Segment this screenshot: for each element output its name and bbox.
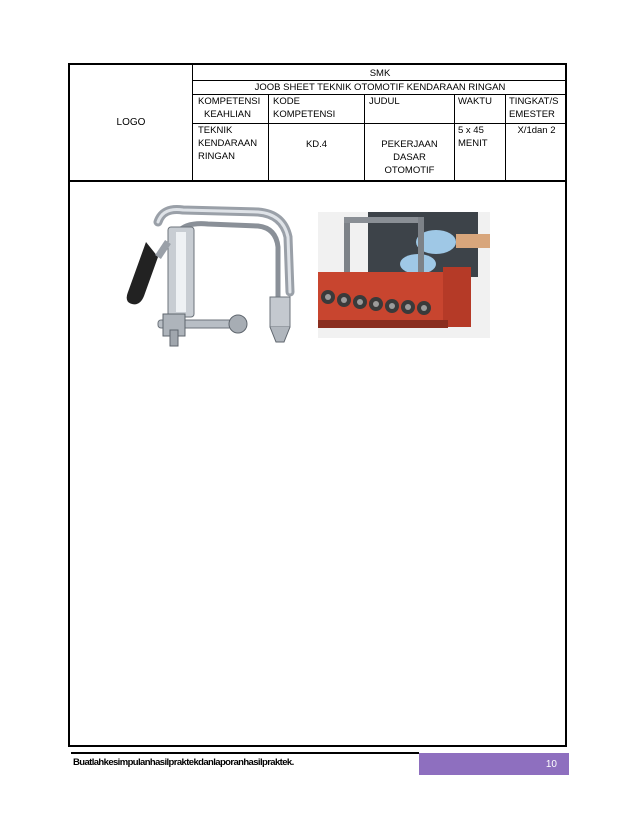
value-kompetensi — [198, 124, 266, 163]
value-kode: KD.4 — [305, 139, 328, 150]
footer-rule — [71, 752, 419, 754]
logo-label: LOGO — [116, 117, 146, 128]
job-sheet-frame — [68, 63, 567, 747]
value-kompetensi-line2: KENDARAAN — [198, 138, 258, 149]
page-number: 10 — [545, 758, 557, 770]
header-kompetensi — [198, 95, 266, 121]
valve-spring-compressor-image — [118, 202, 303, 350]
header-tingkat-line1: TINGKAT/S — [509, 96, 559, 107]
header-waktu: WAKTU — [458, 96, 492, 107]
header-judul: JUDUL — [369, 96, 400, 107]
value-judul-line3: OTOMOTIF — [384, 165, 435, 176]
value-waktu — [458, 124, 504, 150]
cylinder-head-work-image — [318, 212, 490, 338]
value-kompetensi-line1: TEKNIK — [198, 125, 233, 136]
value-judul — [365, 138, 454, 177]
header-tingkat-line2: EMESTER — [509, 109, 555, 120]
sheet-title: JOOB SHEET TEKNIK OTOMOTIF KENDARAAN RINGAN — [254, 82, 506, 93]
divider — [505, 94, 506, 180]
school-name: SMK — [369, 68, 391, 79]
header-table — [70, 65, 565, 182]
footer-instruction: Buatlahkesimpulanhasilpraktekdanlaporanhasilpraktek. — [73, 757, 294, 768]
value-waktu-line2: MENIT — [458, 138, 488, 149]
header-kompetensi-line2: KEAHLIAN — [204, 109, 251, 120]
divider — [454, 94, 455, 180]
divider — [268, 94, 269, 180]
page-number-box — [419, 753, 569, 775]
header-kompetensi-line1: KOMPETENSI — [198, 96, 261, 107]
logo-cell — [70, 65, 193, 180]
header-kode-line2: KOMPETENSI — [273, 109, 336, 120]
value-kompetensi-line3: RINGAN — [198, 151, 235, 162]
value-judul-line2: DASAR — [393, 152, 426, 163]
header-kode-line1: KODE — [273, 96, 300, 107]
value-waktu-line1: 5 x 45 — [458, 125, 484, 136]
header-kode — [273, 95, 361, 121]
value-judul-line1: PEKERJAAN — [381, 139, 438, 150]
value-tingkat: X/1dan 2 — [517, 125, 556, 136]
header-tingkat — [509, 95, 567, 121]
